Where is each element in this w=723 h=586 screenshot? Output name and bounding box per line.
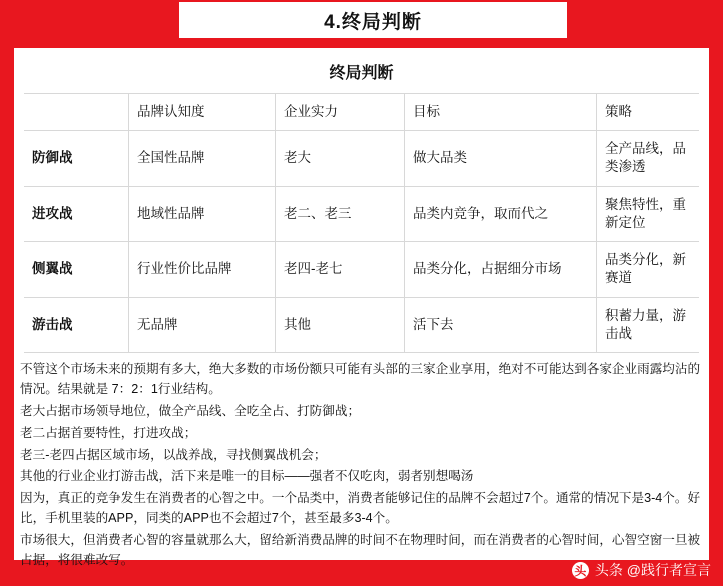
card-heading: 终局判断 <box>24 48 699 94</box>
cell-offense-goal: 品类内竞争，取而代之 <box>405 186 597 241</box>
cell-defense-awareness: 全国性品牌 <box>129 131 276 186</box>
column-header-brand-awareness: 品牌认知度 <box>129 94 276 131</box>
table-row <box>24 131 699 186</box>
column-header-company-strength: 企业实力 <box>276 94 405 131</box>
strategy-matrix-table <box>24 94 699 353</box>
attribution-text: 头条 @践行者宣言 <box>594 562 711 578</box>
table-row <box>24 186 699 241</box>
cell-flanking-strategy: 品类分化，新赛道 <box>597 242 700 297</box>
column-header-strategy: 策略 <box>597 94 700 131</box>
cell-guerrilla-strategy: 积蓄力量，游击战 <box>597 297 700 352</box>
table-row <box>24 297 699 352</box>
cell-guerrilla-awareness: 无品牌 <box>129 297 276 352</box>
note-paragraph: 市场很大，但消费者心智的容量就那么大，留给新消费品牌的时间不在物理时间，而在消费者的心智时间，心智空窗一旦被占据，将很难改写。 <box>20 533 701 567</box>
table-row <box>24 242 699 297</box>
note-paragraph: 其他的行业企业打游击战，活下来是唯一的目标——强者不仅吃肉，弱者别想喝汤 <box>20 469 474 484</box>
content-card <box>14 48 709 567</box>
table-header-row <box>24 94 699 131</box>
row-label-flanking: 侧翼战 <box>24 242 129 297</box>
column-header-goal: 目标 <box>405 94 597 131</box>
cell-defense-goal: 做大品类 <box>405 131 597 186</box>
row-label-defense: 防御战 <box>24 131 129 186</box>
cell-offense-strength: 老二、老三 <box>276 186 405 241</box>
page-title: 4.终局判断 <box>324 11 422 33</box>
row-label-guerrilla: 游击战 <box>24 297 129 352</box>
cell-defense-strength: 老大 <box>276 131 405 186</box>
page-title-bar <box>177 0 569 40</box>
note-paragraph: 老三-老四占据区域市场，以战养战，寻找侧翼战机会； <box>20 447 327 462</box>
cell-flanking-strength: 老四-老七 <box>276 242 405 297</box>
cell-offense-strategy: 聚焦特性，重新定位 <box>597 186 700 241</box>
row-label-offense: 进攻战 <box>24 186 129 241</box>
note-paragraph: 不管这个市场未来的预期有多大，绝大多数的市场份额只可能有头部的三家企业享用，绝对不可能达到各家企业雨露均沾的情况。结果就是 7：2：1行业结构。 <box>20 361 701 396</box>
note-paragraph: 老二占据首要特性，打进攻战； <box>20 425 197 440</box>
cell-guerrilla-strength: 其他 <box>276 297 405 352</box>
notes-block <box>14 353 709 577</box>
cell-flanking-goal: 品类分化，占据细分市场 <box>405 242 597 297</box>
cell-defense-strategy: 全产品线，品类渗透 <box>597 131 700 186</box>
column-header-blank <box>24 94 129 131</box>
attribution <box>572 560 711 580</box>
note-paragraph: 因为，真正的竞争发生在消费者的心智之中。一个品类中，消费者能够记住的品牌不会超过7个。通常的情况下是3-4个。好比，手机里装的APP，同类的APP也不会超过7个，甚至最多3-4个。 <box>20 491 701 526</box>
toutiao-icon: 头 <box>572 562 589 579</box>
cell-guerrilla-goal: 活下去 <box>405 297 597 352</box>
note-paragraph: 老大占据市场领导地位，做全产品线、全吃全占、打防御战； <box>20 403 361 418</box>
cell-offense-awareness: 地域性品牌 <box>129 186 276 241</box>
cell-flanking-awareness: 行业性价比品牌 <box>129 242 276 297</box>
